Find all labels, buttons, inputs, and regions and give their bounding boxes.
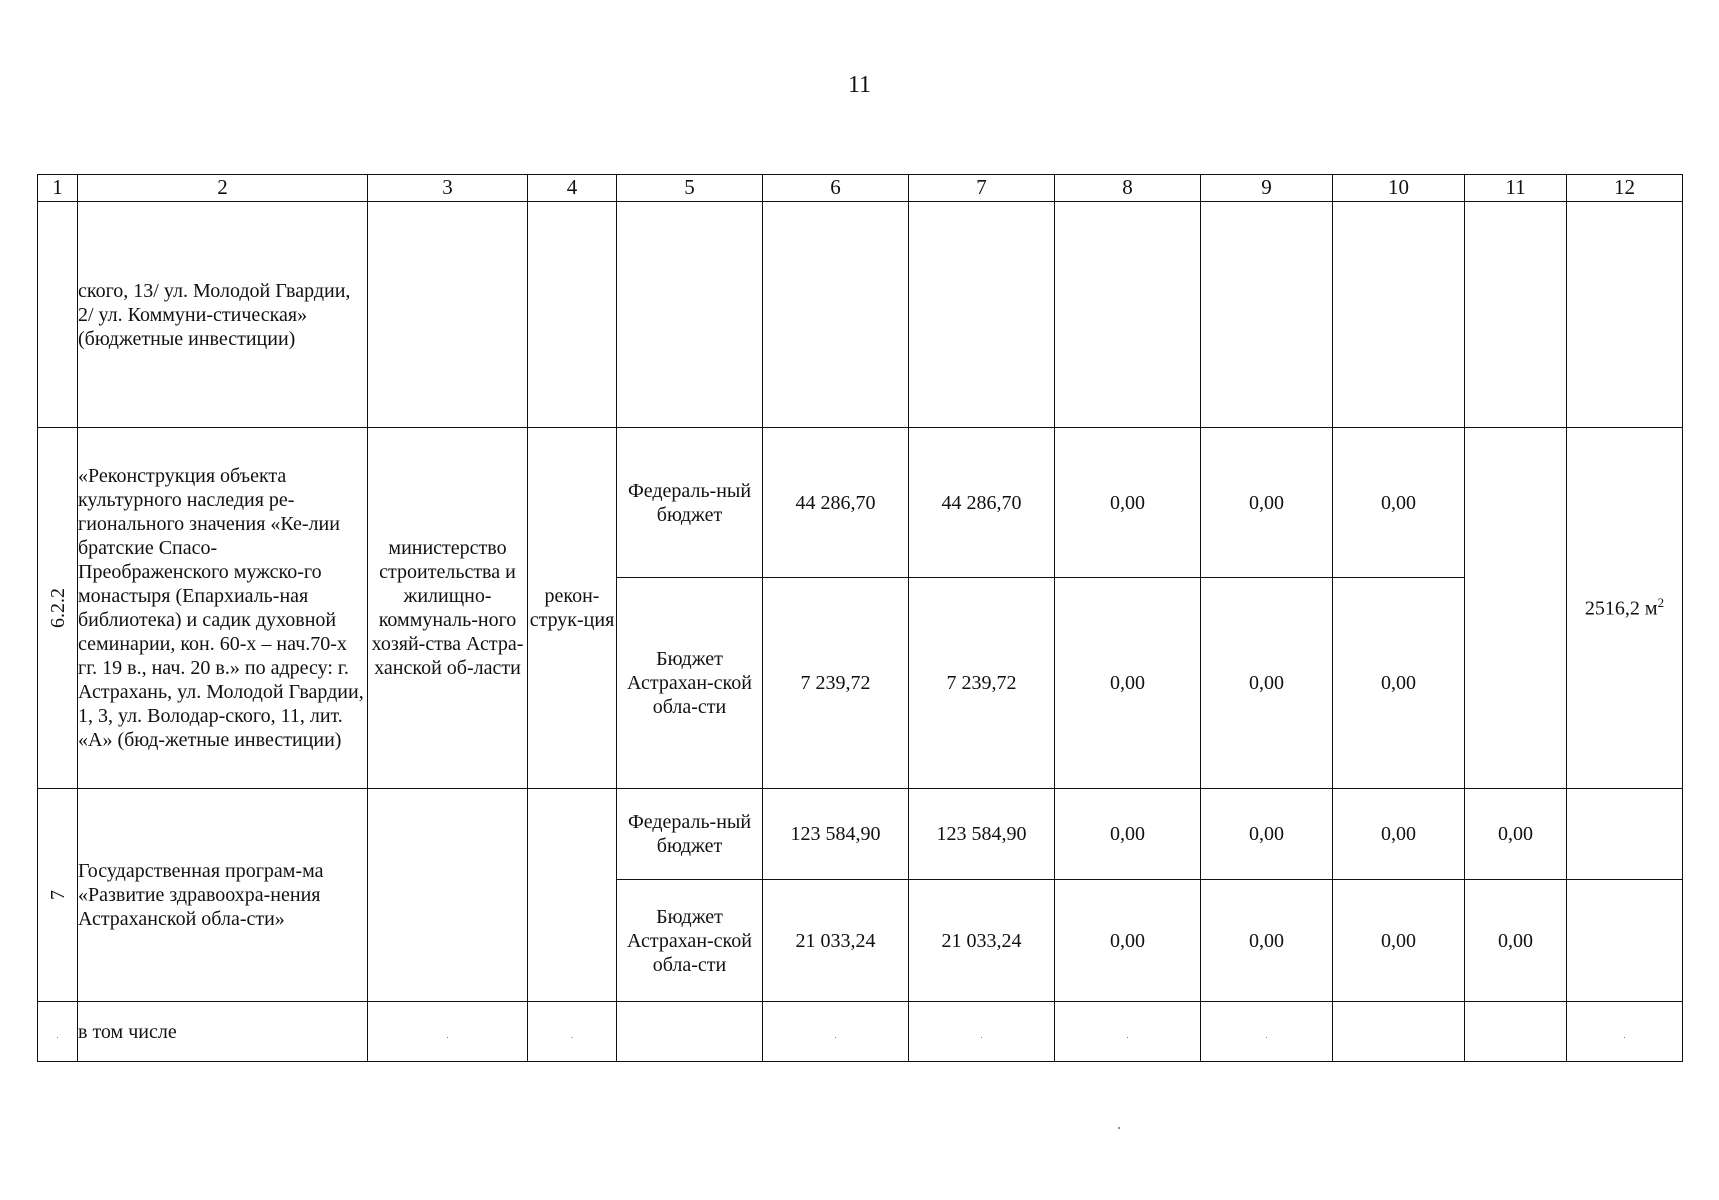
column-header: 9	[1201, 175, 1333, 202]
row-number-7: 7	[38, 789, 78, 1002]
empty-cell: .	[528, 1002, 617, 1062]
empty-cell	[38, 202, 78, 428]
empty-cell	[368, 789, 528, 1002]
value-col-6: 123 584,90	[763, 789, 909, 880]
empty-cell	[1567, 880, 1683, 1002]
column-header: 6	[763, 175, 909, 202]
column-header: 3	[368, 175, 528, 202]
row-number-6-2-2: 6.2.2	[38, 428, 78, 789]
table-row-6-2-2-federal	[38, 428, 1683, 578]
header-row	[38, 175, 1683, 202]
value-col-7: 123 584,90	[909, 789, 1055, 880]
empty-cell: .	[1055, 1002, 1201, 1062]
budget-table	[37, 174, 1683, 1062]
column-header: 8	[1055, 175, 1201, 202]
empty-cell	[1333, 202, 1465, 428]
value-col-11: 0,00	[1465, 789, 1567, 880]
value-col-10: 0,00	[1333, 578, 1465, 789]
empty-cell	[528, 202, 617, 428]
column-header: 10	[1333, 175, 1465, 202]
empty-cell	[909, 202, 1055, 428]
value-col-6: 21 033,24	[763, 880, 909, 1002]
empty-cell	[1201, 202, 1333, 428]
continuation-description: ского, 13/ ул. Молодой Гвардии, 2/ ул. Коммуни-стическая» (бюджетные инвестиции)	[78, 202, 368, 428]
empty-cell	[1465, 1002, 1567, 1062]
value-col-11: 0,00	[1465, 880, 1567, 1002]
table-row-continuation	[38, 202, 1683, 428]
empty-cell	[528, 789, 617, 1002]
budget-source: Федераль-ный бюджет	[617, 789, 763, 880]
empty-cell: .	[368, 1002, 528, 1062]
value-col-8: 0,00	[1055, 428, 1201, 578]
empty-cell	[617, 1002, 763, 1062]
value-col-8: 0,00	[1055, 880, 1201, 1002]
budget-source: Бюджет Астрахан-ской обла-сти	[617, 880, 763, 1002]
row-6-2-2-work-type: рекон-струк-ция	[528, 428, 617, 789]
budget-source: Бюджет Астрахан-ской обла-сти	[617, 578, 763, 789]
value-col-10: 0,00	[1333, 428, 1465, 578]
table-row-including	[38, 1002, 1683, 1062]
column-header: 5	[617, 175, 763, 202]
empty-cell	[763, 202, 909, 428]
column-header: 1	[38, 175, 78, 202]
empty-cell: .	[1201, 1002, 1333, 1062]
page-number: 11	[847, 72, 872, 98]
value-col-9: 0,00	[1201, 578, 1333, 789]
value-col-9: 0,00	[1201, 789, 1333, 880]
scan-speck	[1118, 1127, 1120, 1129]
empty-cell	[617, 202, 763, 428]
column-header: 7	[909, 175, 1055, 202]
column-header: 11	[1465, 175, 1567, 202]
empty-cell: .	[909, 1002, 1055, 1062]
empty-cell	[1465, 428, 1567, 789]
empty-cell: .	[763, 1002, 909, 1062]
value-col-10: 0,00	[1333, 880, 1465, 1002]
empty-cell	[1567, 202, 1683, 428]
row-7-description: Государственная програм-ма «Развитие здравоохра-нения Астраханской обла-сти»	[78, 789, 368, 1002]
empty-cell	[1465, 202, 1567, 428]
row-6-2-2-description: «Реконструкция объекта культурного наследия ре-гионального значения «Ке-лии братские Спасо-Преображенского мужско-го монастыря (Епархиаль-ная библиотека) и садик духовной семинарии, кон. 60-х – нач.70-х гг. 19 в., нач. 20 в.» по адресу: г. Астрахань, ул. Молодой Гвардии, 1, 3, ул. Володар-ского, 11, лит. «А» (бюд-жетные инвестиции)	[78, 428, 368, 789]
row-6-2-2-capacity: 2516,2 $м^2$	[1567, 428, 1683, 789]
column-header: 12	[1567, 175, 1683, 202]
empty-cell	[1333, 1002, 1465, 1062]
value-col-9: 0,00	[1201, 428, 1333, 578]
row-6-2-2-responsible: министерство строительства и жилищно-коммуналь-ного хозяй-ства Астра-ханской об-ласти	[368, 428, 528, 789]
value-col-6: 44 286,70	[763, 428, 909, 578]
column-header: 2	[78, 175, 368, 202]
value-col-8: 0,00	[1055, 789, 1201, 880]
value-col-7: 7 239,72	[909, 578, 1055, 789]
value-col-9: 0,00	[1201, 880, 1333, 1002]
value-col-7: 44 286,70	[909, 428, 1055, 578]
value-col-10: 0,00	[1333, 789, 1465, 880]
value-col-8: 0,00	[1055, 578, 1201, 789]
budget-source: Федераль-ный бюджет	[617, 428, 763, 578]
empty-cell: .	[38, 1002, 78, 1062]
table-row-7-federal	[38, 789, 1683, 880]
empty-cell	[1055, 202, 1201, 428]
empty-cell	[1567, 789, 1683, 880]
empty-cell: .	[1567, 1002, 1683, 1062]
value-col-6: 7 239,72	[763, 578, 909, 789]
value-col-7: 21 033,24	[909, 880, 1055, 1002]
column-header: 4	[528, 175, 617, 202]
empty-cell	[368, 202, 528, 428]
including-label: в том числе	[78, 1002, 368, 1062]
